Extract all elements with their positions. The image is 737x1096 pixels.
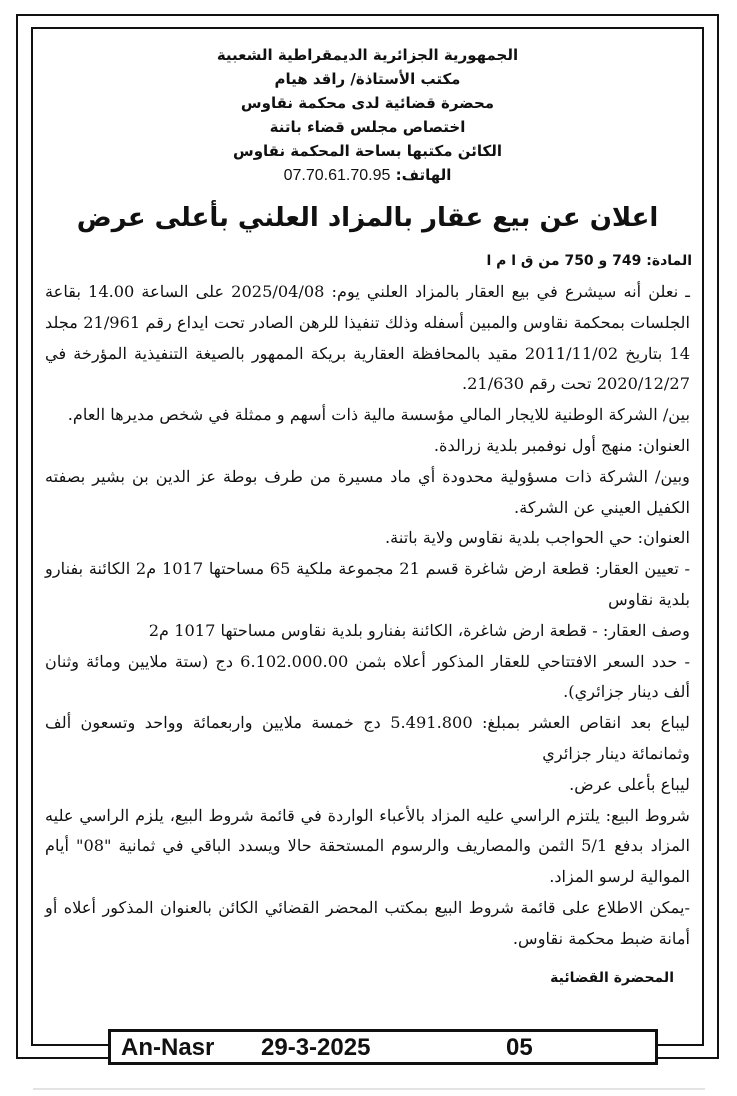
body-paragraph: وصف العقار: - قطعة ارض شاغرة، الكائنة بفنارو بلدية نقاوس مساحتها 1017 م2	[148, 620, 690, 640]
body-paragraph: - تعيين العقار: قطعة ارض شاغرة قسم 21 مجموعة ملكية 65 مساحتها 1017 م2 الكائنة بفنارو بلدية نقاوس	[45, 559, 690, 609]
body-paragraph: بين/ الشركة الوطنية للايجار المالي مؤسسة مالية ذات أسهم و ممثلة في شخص مديرها العام.	[67, 405, 690, 425]
body-paragraph: العنوان: منهج أول نوفمبر بلدية زرالدة.	[433, 435, 690, 455]
republic-line: الجمهورية الجزائرية الديمقراطية الشعبية	[216, 46, 519, 64]
body-paragraph: العنوان: حي الحواجب بلدية نقاوس ولاية باتنة.	[385, 528, 690, 548]
legal-articles: المادة: 749 و 750 من ق ا م ا	[486, 253, 692, 269]
announcement-title: اعلان عن بيع عقار بالمزاد العلني بأعلى عرض	[76, 203, 659, 233]
announcement-body	[45, 277, 690, 955]
newspaper-name: An-Nasr	[121, 1034, 215, 1061]
body-paragraph: شروط البيع: يلتزم الراسي عليه المزاد بالأعباء الواردة في قائمة شروط البيع، يلزم الراسي عليه المزاد بدفع 5/1 الثمن والمصاريف والرسوم المستحقة حالا ويسدد الباقي في ثمانية "08" أيام الموالية لرسو المزاد.	[45, 805, 690, 887]
newspaper-footer	[108, 1029, 658, 1065]
body-paragraph: ـ نعلن أنه سيشرع في بيع العقار بالمزاد العلني يوم: 2025/04/08 على الساعة 14.00 بقاعة الجلسات بمحكمة نقاوس والمبين أسفله وذلك تنفيذا للرهن الصادر تحت ايداع رقم 21/961 مجلد 14 بتاريخ 2011/11/02 مقيد بالمحافظة العقارية بريكة الممهور بالصيغة التنفيذية المؤرخة في 2020/12/27 تحت رقم 21/630.	[45, 282, 690, 394]
issue-date: 29-3-2025	[261, 1034, 371, 1061]
body-paragraph: - حدد السعر الافتتاحي للعقار المذكور أعلاه بثمن 6.102.000.00 دج (ستة ملايين ومائة وثنان ألف دينار جزائري).	[45, 651, 690, 702]
phone-number: 07.70.61.70.95	[283, 167, 391, 184]
address-line: الكائن مكتبها بساحة المحكمة نقاوس	[233, 142, 502, 160]
page-number: 05	[506, 1034, 533, 1061]
letterhead	[33, 43, 702, 188]
office-line: مكتب الأستاذة/ راقد هيام	[274, 70, 461, 88]
body-paragraph: ليباع بعد انقاص العشر بمبلغ: 5.491.800 دج خمسة ملايين واربعمائة وواحد وتسعون ألف وثمانمائة دينار جزائري	[45, 713, 690, 763]
body-paragraph: ليباع بأعلى عرض.	[569, 774, 690, 794]
body-paragraph: وبين/ الشركة ذات مسؤولية محدودة أي ماد مسيرة من طرف بوطة عز الدين بن بشير بصفته الكفيل العيني عن الشركة.	[45, 466, 690, 517]
signature: المحضرة القضائية	[550, 970, 674, 986]
body-paragraph: -يمكن الاطلاع على قائمة شروط البيع بمكتب المحضر القضائي الكائن بالعنوان المذكور أعلاه أو أمانة ضبط محكمة نقاوس.	[45, 897, 690, 948]
phone-label: الهاتف:	[395, 166, 452, 184]
announcement-frame	[31, 27, 704, 1046]
bottom-divider	[33, 1088, 705, 1090]
bailiff-line: محضرة قضائية لدى محكمة نقاوس	[240, 94, 495, 112]
phone-line	[33, 163, 702, 188]
jurisdiction-line: اختصاص مجلس قضاء باتنة	[269, 118, 466, 136]
